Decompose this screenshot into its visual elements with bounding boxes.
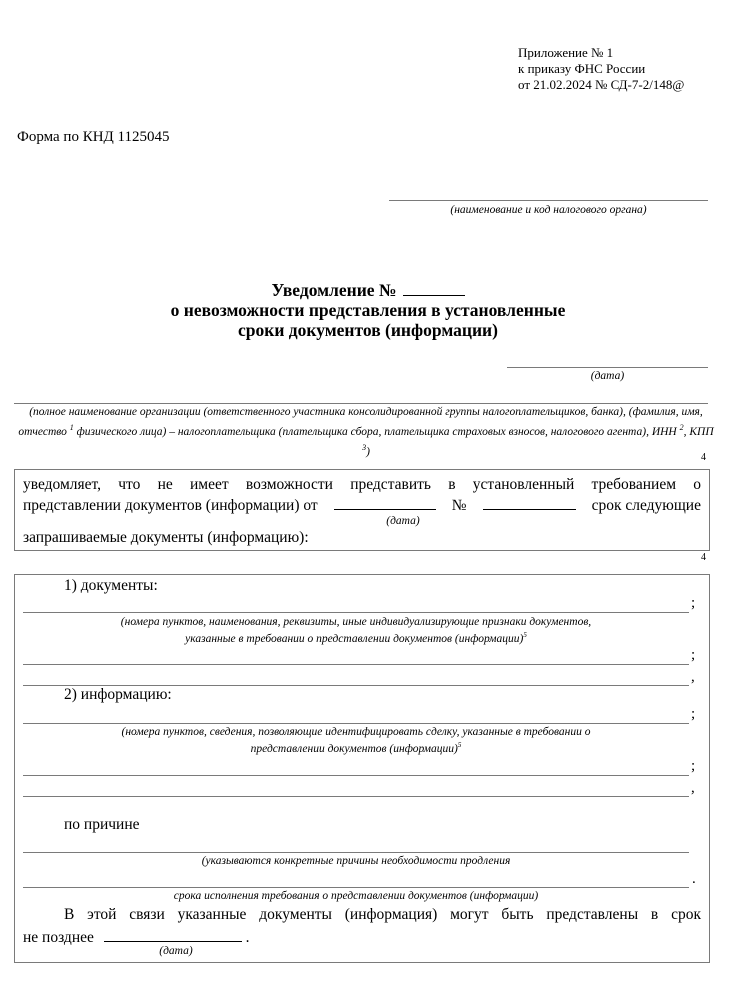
reason-caption-2: срока исполнения требования о представлении документов (информации)	[173, 890, 539, 902]
page-title	[0, 280, 736, 340]
documents-line-1[interactable]	[23, 612, 689, 613]
deadline-date-caption: (дата)	[159, 945, 193, 957]
request-date-caption: (дата)	[386, 515, 420, 527]
date-field[interactable]	[507, 367, 708, 368]
date-caption: (дата)	[590, 370, 625, 382]
footnote-2: 2	[679, 423, 684, 432]
footnote-3: 3	[362, 442, 367, 452]
documents-caption-2: указанные в требовании о представлении документов (информации)$^5$	[185, 631, 527, 645]
organization-caption: (полное наименование организации (ответственного участника консолидированной группы налогоплательщиков, банка), (фамилия, имя, отчество $^1$ физического лица) – налогоплательщика (плательщика сбора, плательщика страховых взносов, налогового агента), ИНН $^2$, КПП $^3$)	[18, 406, 714, 458]
documents-label: 1) документы:	[64, 577, 158, 594]
footnote-marker-4b: 4	[701, 552, 706, 563]
documents-line-2[interactable]	[23, 664, 689, 665]
reason-caption-1: (указываются конкретные причины необходимости продления	[201, 855, 511, 867]
conclusion-line2: не позднее .	[23, 929, 250, 946]
notice-line2: представлении документов (информации) от № срок следующие	[23, 497, 701, 514]
information-line-3[interactable]	[23, 796, 689, 797]
request-date-field[interactable]	[334, 495, 436, 510]
documents-caption-1: (номера пунктов, наименования, реквизиты, иные индивидуализирующие признаки документов,	[120, 616, 592, 628]
tax-authority-field[interactable]	[389, 200, 708, 201]
reason-line-2[interactable]	[23, 887, 689, 888]
title-line2: о невозможности представления в установленные	[170, 300, 566, 320]
appendix-header	[518, 45, 684, 93]
information-caption-1: (номера пунктов, сведения, позволяющие идентифицировать сделку, указанные в требовании о	[121, 726, 591, 738]
notice-box	[14, 469, 710, 551]
reason-label: по причине	[64, 816, 140, 833]
form-code: Форма по КНД 1125045	[17, 129, 170, 145]
information-line-2[interactable]	[23, 775, 689, 776]
appendix-order: к приказу ФНС России	[518, 61, 646, 76]
footnote-marker-4: 4	[701, 452, 706, 463]
appendix-number: Приложение № 1	[518, 45, 614, 60]
title-line3: сроки документов (информации)	[238, 320, 498, 340]
deadline-date-field[interactable]	[104, 927, 242, 942]
tax-authority-caption: (наименование и код налогового органа)	[450, 204, 647, 216]
footnote-1: 1	[69, 423, 74, 432]
appendix-order-date: от 21.02.2024 № СД-7-2/148@	[518, 77, 685, 92]
information-line-1[interactable]	[23, 723, 689, 724]
notice-number-field[interactable]	[403, 281, 465, 296]
notice-line1: уведомляет, что не имеет возможности представить в установленный требованием о	[23, 476, 701, 493]
information-label: 2) информацию:	[64, 686, 172, 703]
conclusion-line1: В этой связи указанные документы (информация) могут быть представлены в срок	[64, 906, 701, 923]
notice-line3: запрашиваемые документы (информацию):	[23, 529, 309, 546]
request-number-field[interactable]	[483, 495, 576, 510]
reason-line-1[interactable]	[23, 852, 689, 853]
organization-field[interactable]	[14, 403, 708, 404]
details-box: 1) документы: ; (номера пунктов, наименования, реквизиты, иные индивидуализирующие признаки документов, указанные в требовании о представлении документов (информации)$^5$ ; , 2) информацию: ; (номера пунктов, сведения, позволяющие идентифицировать сделку, указанные в требовании о представлении документов (информации)$^5$ ; , по причине (указываются конкретные причины необходимости продления . срока исполнения требования о представлении документов (информации) В этой связи указанные документы (информация) могут быть представлены в срок не позднее . (дата)	[14, 574, 710, 963]
title-line1: Уведомление №	[271, 280, 397, 300]
information-caption-2: представлении документов (информации)$^5$	[250, 741, 462, 755]
